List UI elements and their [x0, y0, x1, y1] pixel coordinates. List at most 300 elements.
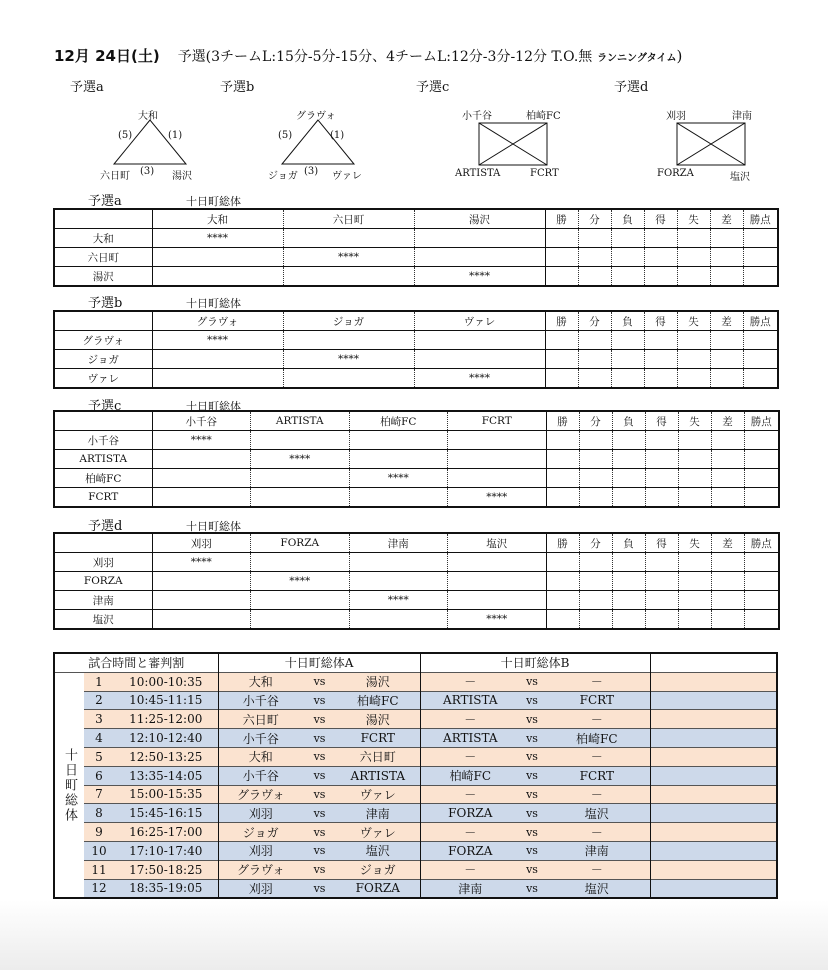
group-table-row-team: ヴァレ: [54, 369, 152, 389]
group-table-col-stat: 勝点: [744, 411, 779, 431]
venue-a-home: ジョガ: [218, 823, 303, 842]
result-cell: [349, 553, 448, 572]
venue-a-away: 湯沢: [336, 672, 420, 691]
vs-label: vs: [520, 841, 544, 860]
stat-cell: [744, 572, 779, 591]
stat-cell: [677, 350, 710, 369]
result-cell: [283, 369, 414, 389]
match-time: 13:35-14:05: [114, 766, 218, 785]
group-table-col-team: 津南: [349, 533, 448, 553]
match-number: 6: [84, 766, 114, 785]
match-time: 17:50-18:25: [114, 860, 218, 879]
self-match-mark: ****: [414, 267, 545, 287]
self-match-mark: ****: [414, 369, 545, 389]
result-cell: [152, 350, 283, 369]
schedule-extra-cell: [650, 879, 777, 898]
venue-b-away: －: [544, 747, 650, 766]
schedule-row: [54, 860, 777, 879]
stat-cell: [743, 369, 778, 389]
schedule-row: [54, 766, 777, 785]
schedule-extra-cell: [650, 710, 777, 729]
stat-cell: [710, 350, 743, 369]
stat-cell: [711, 431, 744, 450]
group-table-col-team: 塩沢: [448, 533, 547, 553]
venue-a-home: 大和: [218, 672, 303, 691]
stat-cell: [744, 553, 779, 572]
match-time: 15:45-16:15: [114, 804, 218, 823]
stat-cell: [644, 229, 677, 248]
group-table-row-team: 小千谷: [54, 431, 152, 450]
group-table-row: [54, 331, 778, 350]
match-number: 11: [84, 860, 114, 879]
group-table-col-stat: 得: [645, 533, 678, 553]
diagram-b-top: グラヴォ: [296, 111, 336, 122]
schedule-venue-b: 十日町総体B: [420, 653, 650, 672]
stat-cell: [710, 369, 743, 389]
vs-label: vs: [520, 785, 544, 804]
stat-cell: [710, 267, 743, 287]
stat-cell: [611, 350, 644, 369]
group-table-col-team: グラヴォ: [152, 311, 283, 331]
stat-cell: [612, 431, 645, 450]
result-cell: [152, 248, 283, 267]
stat-cell: [743, 350, 778, 369]
group-table-col-team: 柏崎FC: [349, 411, 448, 431]
stat-cell: [744, 591, 779, 610]
group-table-row: [54, 248, 778, 267]
group-table-col-stat: 勝: [546, 411, 579, 431]
schedule-extra-cell: [650, 841, 777, 860]
result-cell: [349, 431, 448, 450]
stat-cell: [645, 431, 678, 450]
diagram-a-edge-bottom: (3): [140, 166, 155, 177]
group-table-row: [54, 350, 778, 369]
stat-cell: [645, 572, 678, 591]
group-table-col-stat: 分: [579, 411, 612, 431]
group-table-row: [54, 469, 779, 488]
stat-cell: [644, 248, 677, 267]
group-table-col-stat: 負: [612, 411, 645, 431]
group-table-header-row: [54, 533, 779, 553]
result-cell: [251, 591, 350, 610]
stat-cell: [579, 553, 612, 572]
diagram-d-top-left: 刈羽: [666, 111, 686, 122]
stat-cell: [579, 488, 612, 508]
group-table-col-team: 大和: [152, 209, 283, 229]
stat-cell: [678, 591, 711, 610]
group-table-corner: [54, 533, 152, 553]
group-table-col-team: 六日町: [283, 209, 414, 229]
stat-cell: [579, 469, 612, 488]
schedule-row: [54, 804, 777, 823]
group-label-a: 予選a: [70, 80, 104, 95]
venue-b-home: －: [420, 710, 520, 729]
stat-cell: [710, 331, 743, 350]
schedule-row: [54, 710, 777, 729]
stat-cell: [743, 331, 778, 350]
diagram-a-left: 六日町: [100, 171, 130, 182]
stat-cell: [579, 450, 612, 469]
vs-label: vs: [303, 729, 336, 748]
venue-a-away: 柏崎FC: [336, 691, 420, 710]
venue-a-away: 津南: [336, 804, 420, 823]
stat-cell: [677, 331, 710, 350]
diagram-a-top: 大和: [138, 111, 158, 122]
vs-label: vs: [520, 710, 544, 729]
schedule-header-label: 試合時間と審判割: [54, 653, 218, 672]
stat-cell: [546, 553, 579, 572]
stat-cell: [677, 267, 710, 287]
stat-cell: [711, 450, 744, 469]
match-number: 10: [84, 841, 114, 860]
group-table-row: [54, 553, 779, 572]
group-table-header-row: [54, 209, 778, 229]
vs-label: vs: [303, 785, 336, 804]
venue-b-away: －: [544, 672, 650, 691]
vs-label: vs: [303, 710, 336, 729]
stat-cell: [744, 488, 779, 508]
result-cell: [448, 591, 547, 610]
header-description: 予選(3チームL:15分-5分-15分、4チームL:12分-3分-12分 T.O.無: [177, 49, 593, 65]
group-table-row-team: ARTISTA: [54, 450, 152, 469]
venue-a-away: ジョガ: [336, 860, 420, 879]
result-cell: [283, 229, 414, 248]
stat-cell: [645, 610, 678, 630]
vs-label: vs: [520, 804, 544, 823]
result-cell: [152, 469, 251, 488]
self-match-mark: ****: [448, 488, 547, 508]
group-table-col-stat: 勝点: [743, 311, 778, 331]
group-table-row-team: 柏崎FC: [54, 469, 152, 488]
group-table-col-stat: 差: [711, 411, 744, 431]
group-table-col-stat: 失: [677, 209, 710, 229]
group-table-row-team: 刈羽: [54, 553, 152, 572]
stat-cell: [644, 350, 677, 369]
group-table-title-a: 予選a: [88, 194, 122, 209]
stat-cell: [578, 331, 611, 350]
result-cell: [448, 572, 547, 591]
self-match-mark: ****: [251, 572, 350, 591]
group-table-col-stat: 勝点: [744, 533, 779, 553]
stat-cell: [711, 469, 744, 488]
match-number: 3: [84, 710, 114, 729]
group-table-row: [54, 229, 778, 248]
venue-a-home: 小千谷: [218, 691, 303, 710]
stat-cell: [545, 369, 578, 389]
group-table-col-team: ジョガ: [283, 311, 414, 331]
stat-cell: [743, 248, 778, 267]
group-label-d: 予選d: [614, 80, 649, 95]
group-table-col-stat: 分: [578, 311, 611, 331]
group-table-col-stat: 負: [611, 311, 644, 331]
schedule-venue-vertical: 十日町総体: [54, 672, 84, 898]
vs-label: vs: [303, 672, 336, 691]
vs-label: vs: [520, 879, 544, 898]
stat-cell: [545, 229, 578, 248]
stat-cell: [612, 488, 645, 508]
group-table-row-team: 津南: [54, 591, 152, 610]
group-table-row: [54, 572, 779, 591]
stat-cell: [546, 488, 579, 508]
result-cell: [152, 488, 251, 508]
match-time: 18:35-19:05: [114, 879, 218, 898]
result-cell: [349, 572, 448, 591]
venue-b-away: FCRT: [544, 691, 650, 710]
schedule-header-row: [54, 653, 777, 672]
venue-b-away: 柏崎FC: [544, 729, 650, 748]
group-table-col-team: FCRT: [448, 411, 547, 431]
stat-cell: [611, 267, 644, 287]
self-match-mark: ****: [283, 248, 414, 267]
group-table-corner: [54, 209, 152, 229]
group-table-title-b: 予選b: [88, 296, 123, 311]
stat-cell: [678, 610, 711, 630]
match-time: 16:25-17:00: [114, 823, 218, 842]
stat-cell: [677, 229, 710, 248]
group-table-col-team: 小千谷: [152, 411, 251, 431]
vs-label: vs: [303, 860, 336, 879]
result-cell: [152, 591, 251, 610]
stat-cell: [710, 229, 743, 248]
venue-b-home: FORZA: [420, 841, 520, 860]
schedule-row: [54, 841, 777, 860]
header-close: ): [676, 47, 683, 65]
stat-cell: [711, 591, 744, 610]
venue-a-home: グラヴォ: [218, 785, 303, 804]
venue-b-home: 柏崎FC: [420, 766, 520, 785]
group-table-b: [53, 310, 779, 389]
box-c-shape: [478, 122, 548, 166]
stat-cell: [678, 469, 711, 488]
venue-b-home: ARTISTA: [420, 729, 520, 748]
result-cell: [283, 331, 414, 350]
venue-a-away: 塩沢: [336, 841, 420, 860]
group-table-row-team: グラヴォ: [54, 331, 152, 350]
result-cell: [251, 610, 350, 630]
stat-cell: [612, 591, 645, 610]
stat-cell: [578, 248, 611, 267]
result-cell: [414, 350, 545, 369]
venue-b-home: －: [420, 823, 520, 842]
venue-b-home: －: [420, 672, 520, 691]
vs-label: vs: [303, 747, 336, 766]
match-number: 1: [84, 672, 114, 691]
venue-a-away: FCRT: [336, 729, 420, 748]
match-time: 12:10-12:40: [114, 729, 218, 748]
stat-cell: [678, 553, 711, 572]
vs-label: vs: [520, 823, 544, 842]
diagram-a-right: 湯沢: [172, 171, 192, 182]
stat-cell: [744, 450, 779, 469]
page-header: [54, 45, 682, 66]
result-cell: [448, 469, 547, 488]
group-table-col-team: ARTISTA: [251, 411, 350, 431]
venue-a-away: 六日町: [336, 747, 420, 766]
group-table-header-row: [54, 311, 778, 331]
stat-cell: [611, 369, 644, 389]
result-cell: [152, 610, 251, 630]
stat-cell: [579, 610, 612, 630]
stat-cell: [678, 572, 711, 591]
group-label-b: 予選b: [220, 80, 255, 95]
match-number: 8: [84, 804, 114, 823]
group-table-header-row: [54, 411, 779, 431]
match-time: 12:50-13:25: [114, 747, 218, 766]
stat-cell: [644, 369, 677, 389]
schedule-row: [54, 879, 777, 898]
stat-cell: [645, 488, 678, 508]
venue-a-away: FORZA: [336, 879, 420, 898]
bottom-fade: [0, 900, 828, 970]
group-table-col-stat: 勝: [545, 311, 578, 331]
diagram-d-bottom-right: 塩沢: [730, 172, 750, 183]
result-cell: [414, 248, 545, 267]
diagram-d-top-right: 津南: [732, 111, 752, 122]
stat-cell: [578, 350, 611, 369]
stat-cell: [710, 248, 743, 267]
match-number: 2: [84, 691, 114, 710]
venue-b-away: 津南: [544, 841, 650, 860]
stat-cell: [578, 267, 611, 287]
schedule-extra-cell: [650, 747, 777, 766]
stat-cell: [546, 450, 579, 469]
self-match-mark: ****: [349, 469, 448, 488]
group-table-col-team: 湯沢: [414, 209, 545, 229]
result-cell: [448, 431, 547, 450]
diagram-c-top-left: 小千谷: [462, 111, 492, 122]
schedule-row: [54, 785, 777, 804]
diagram-c-bottom-left: ARTISTA: [455, 168, 501, 179]
venue-a-home: 大和: [218, 747, 303, 766]
venue-a-away: ARTISTA: [336, 766, 420, 785]
stat-cell: [644, 331, 677, 350]
group-table-col-team: FORZA: [251, 533, 350, 553]
match-number: 5: [84, 747, 114, 766]
triangle-b-shape: [278, 118, 358, 168]
venue-b-away: －: [544, 860, 650, 879]
venue-a-away: ヴァレ: [336, 823, 420, 842]
result-cell: [349, 450, 448, 469]
group-table-title-c: 予選c: [88, 399, 122, 414]
stat-cell: [612, 553, 645, 572]
stat-cell: [612, 469, 645, 488]
group-table-col-stat: 勝点: [743, 209, 778, 229]
stat-cell: [645, 591, 678, 610]
match-time: 10:45-11:15: [114, 691, 218, 710]
group-table-col-team: ヴァレ: [414, 311, 545, 331]
stat-cell: [677, 248, 710, 267]
stat-cell: [579, 431, 612, 450]
vs-label: vs: [520, 729, 544, 748]
venue-b-home: －: [420, 860, 520, 879]
stat-cell: [678, 488, 711, 508]
stat-cell: [744, 610, 779, 630]
stat-cell: [611, 248, 644, 267]
match-time: 11:25-12:00: [114, 710, 218, 729]
venue-b-home: －: [420, 785, 520, 804]
vs-label: vs: [520, 672, 544, 691]
venue-b-away: 塩沢: [544, 879, 650, 898]
result-cell: [448, 553, 547, 572]
vs-label: vs: [303, 766, 336, 785]
vs-label: vs: [303, 804, 336, 823]
stat-cell: [578, 229, 611, 248]
result-cell: [251, 469, 350, 488]
result-cell: [251, 431, 350, 450]
match-time: 10:00-10:35: [114, 672, 218, 691]
venue-b-home: －: [420, 747, 520, 766]
venue-a-home: 刈羽: [218, 804, 303, 823]
stat-cell: [744, 469, 779, 488]
group-table-col-team: 刈羽: [152, 533, 251, 553]
diagram-b-left: ジョガ: [268, 171, 298, 182]
group-table-row: [54, 488, 779, 508]
venue-b-home: 津南: [420, 879, 520, 898]
diagram-b-right: ヴァレ: [332, 171, 362, 182]
stat-cell: [645, 553, 678, 572]
venue-b-away: －: [544, 823, 650, 842]
group-table-col-stat: 得: [645, 411, 678, 431]
result-cell: [283, 267, 414, 287]
venue-b-home: FORZA: [420, 804, 520, 823]
stat-cell: [743, 267, 778, 287]
result-cell: [152, 267, 283, 287]
match-number: 7: [84, 785, 114, 804]
schedule-extra-cell: [650, 729, 777, 748]
group-table-col-stat: 負: [611, 209, 644, 229]
vs-label: vs: [303, 841, 336, 860]
venue-b-away: 塩沢: [544, 804, 650, 823]
group-table-corner: [54, 311, 152, 331]
stat-cell: [711, 553, 744, 572]
result-cell: [414, 229, 545, 248]
group-table-col-stat: 失: [677, 311, 710, 331]
venue-a-home: 刈羽: [218, 841, 303, 860]
venue-a-home: 六日町: [218, 710, 303, 729]
stat-cell: [645, 450, 678, 469]
group-table-col-stat: 得: [644, 311, 677, 331]
group-table-row-team: 湯沢: [54, 267, 152, 287]
stat-cell: [612, 450, 645, 469]
stat-cell: [711, 610, 744, 630]
stat-cell: [711, 488, 744, 508]
vs-label: vs: [303, 879, 336, 898]
stat-cell: [578, 369, 611, 389]
group-table-corner: [54, 411, 152, 431]
stat-cell: [744, 431, 779, 450]
header-date: 12月 24日(土): [54, 47, 160, 65]
self-match-mark: ****: [152, 431, 251, 450]
box-d-shape: [676, 122, 746, 166]
schedule-row: [54, 672, 777, 691]
result-cell: [448, 450, 547, 469]
diagram-d-bottom-left: FORZA: [657, 168, 694, 179]
stat-cell: [545, 331, 578, 350]
result-cell: [414, 331, 545, 350]
venue-a-away: 湯沢: [336, 710, 420, 729]
group-table-col-stat: 負: [612, 533, 645, 553]
group-table-venue-b: 十日町総体: [186, 297, 241, 310]
venue-b-away: －: [544, 710, 650, 729]
schedule-extra-cell: [650, 766, 777, 785]
venue-b-away: FCRT: [544, 766, 650, 785]
schedule-extra-header: [650, 653, 777, 672]
schedule-row: [54, 729, 777, 748]
stat-cell: [545, 350, 578, 369]
group-table-row-team: 大和: [54, 229, 152, 248]
match-number: 9: [84, 823, 114, 842]
group-table-row: [54, 591, 779, 610]
